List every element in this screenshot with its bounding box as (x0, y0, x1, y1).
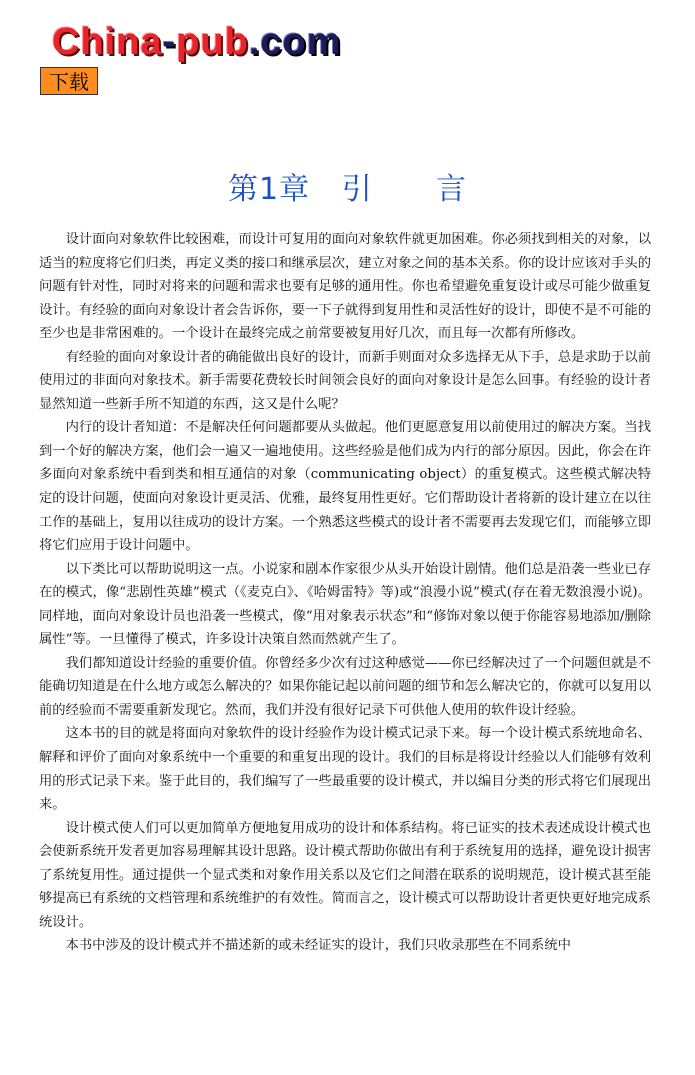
chapter-title: 第1章 引 言 (228, 172, 467, 207)
paragraph: 设计面向对象软件比较困难，而设计可复用的面向对象软件就更加困难。你必须找到相关的对象，以适当的粒度将它们归类，再定义类的接口和继承层次，建立对象之间的基本关系。你的设计应该对手头的问题有针对性，同时对将来的问题和需求也要有足够的通用性。你也希望避免重复设计或尽可能少做重复设计。有经验的面向对象设计者会告诉你，要一下子就得到复用性和灵活性好的设计，即使不是不可能的至少也是非常困难的。一个设计在最终完成之前常要被复用好几次，而且每一次都有所修改。 (39, 232, 651, 342)
paragraph: 这本书的目的就是将面向对象软件的设计经验作为设计模式记录下来。每一个设计模式系统地命名、解释和评价了面向对象系统中一个重要的和重复出现的设计。我们的目标是将设计经验以人们能够有效利用的形式记录下来。鉴于此目的，我们编写了一些最重要的设计模式，并以编目分类的形式将它们展现出来。 (39, 726, 651, 813)
china-pub-logo[interactable] (52, 22, 342, 62)
body-text (39, 228, 651, 958)
logo-separator: - (162, 21, 177, 63)
logo-china-text: China (52, 21, 163, 63)
paragraph: 有经验的面向对象设计者的确能做出良好的设计，而新手则面对众多选择无从下手，总是求助于以前使用过的非面向对象技术。新手需要花费较长时间领会良好的面向对象设计是怎么回事。有经验的设计者显然知道一些新手所不知道的东西，这又是什么呢？ (39, 349, 651, 412)
paragraph: 以下类比可以帮助说明这一点。小说家和剧本作家很少从头开始设计剧情。他们总是沿袭一些业已存在的模式，像“悲剧性英雄”模式（《麦克白》、《哈姆雷特》等)或“浪漫小说”模式(存在着无数浪漫小说)。同样地，面向对象设计员也沿袭一些模式，像“用对象表示状态”和“修饰对象以便于你能容易地添加/删除属性”等。一旦懂得了模式，许多设计决策自然而然就产生了。 (39, 561, 651, 648)
logo-com-text: .com (248, 21, 342, 63)
paragraph: 设计模式使人们可以更加简单方便地复用成功的设计和体系结构。将已证实的技术表述成设计模式也会使新系统开发者更加容易理解其设计思路。设计模式帮助你做出有利于系统复用的选择，避免设计损害了系统复用性。通过提供一个显式类和对象作用关系以及它们之间潜在联系的说明规范，设计模式甚至能够提高已有系统的文档管理和系统维护的有效性。简而言之，设计模式可以帮助设计者更快更好地完成系统设计。 (39, 820, 651, 930)
paragraph: 我们都知道设计经验的重要价值。你曾经多少次有过这种感觉——你已经解决过了一个问题但就是不能确切知道是在什么地方或怎么解决的？如果你能记起以前问题的细节和怎么解决它的，你就可以复用以前的经验而不需要重新发现它。然而，我们并没有很好记录下可供他人使用的软件设计经验。 (39, 655, 651, 718)
download-button[interactable]: 下载 (40, 67, 98, 95)
paragraph: 本书中涉及的设计模式并不描述新的或未经证实的设计，我们只收录那些在不同系统中 (65, 938, 571, 954)
paragraph: 内行的设计者知道：不是解决任何问题都要从头做起。他们更愿意复用以前使用过的解决方案。当找到一个好的解决方案，他们会一遍又一遍地使用。这些经验是他们成为内行的部分原因。因此，你会在许多面向对象系统中看到类和相互通信的对象（communicating object）的重复模式。这些模式解决特定的设计问题，使面向对象设计更灵活、优雅，最终复用性更好。它们帮助设计者将新的设计建立在以往工作的基础上，复用以往成功的设计方案。一个熟悉这些模式的设计者不需要再去发现它们，而能够立即将它们应用于设计问题中。 (39, 420, 651, 554)
logo-pub-text: pub (176, 21, 249, 63)
